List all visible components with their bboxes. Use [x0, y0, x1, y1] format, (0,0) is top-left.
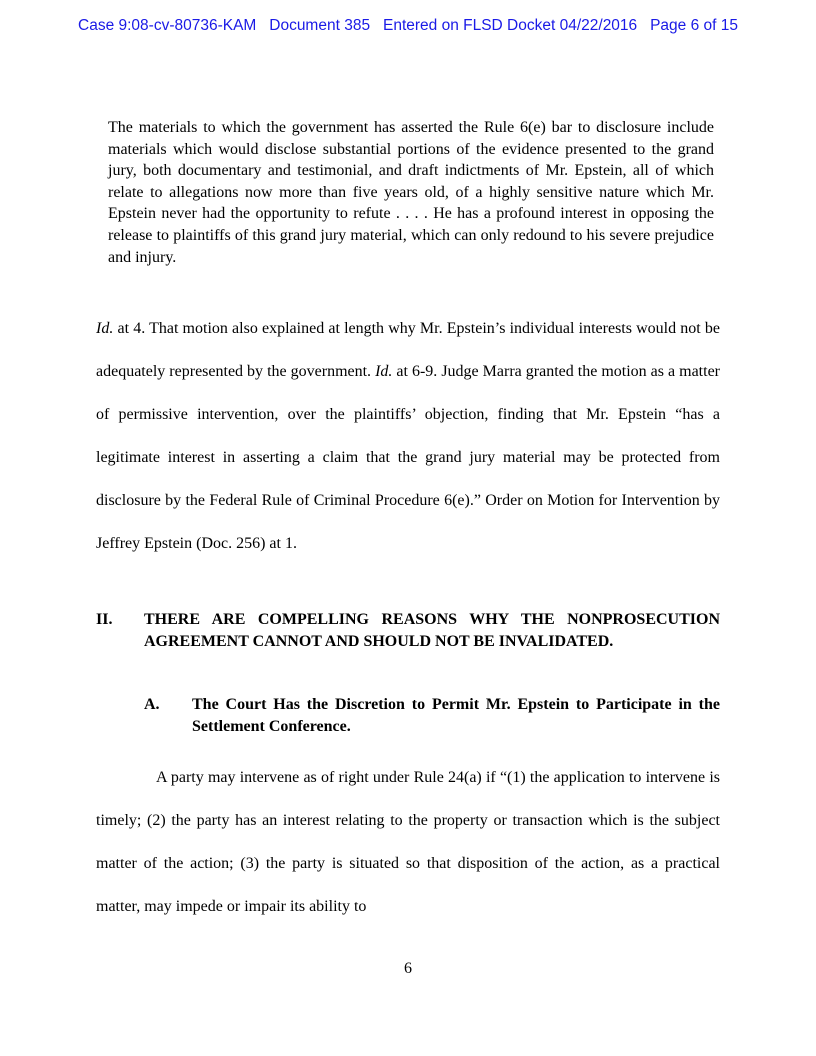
subsection-title: The Court Has the Discretion to Permit Mr. Epstein to Participate in the Settlement Conference.: [192, 696, 720, 735]
section-title: THERE ARE COMPELLING REASONS WHY THE NONPROSECUTION AGREEMENT CANNOT AND SHOULD NOT BE INVALIDATED.: [144, 611, 720, 650]
subsection-number: A.: [144, 696, 160, 713]
block-quote: The materials to which the government has asserted the Rule 6(e) bar to disclosure include materials which would disclose substantial portions of the evidence presented to the grand jury, both documentary and testimonial, and draft indictments of Mr. Epstein, all of which relate to allegations now more than five years old, of a highly sensitive nature which Mr. Epstein never had the opportunity to refute . . . . He has a profound interest in opposing the release to plaintiffs of this grand jury material, which can only redound to his severe prejudice and injury.: [108, 119, 714, 266]
paragraph-text: at 4. That motion also explained at length why Mr. Epstein’s individual interests would not be adequately represented by the government.: [96, 320, 720, 380]
docket-stamp: Case 9:08-cv-80736-KAM Document 385 Entered on FLSD Docket 04/22/2016 Page 6 of 15: [78, 17, 738, 34]
section-number: II.: [96, 611, 113, 628]
body-paragraph: [96, 307, 720, 565]
body-paragraph: A party may intervene as of right under Rule 24(a) if “(1) the application to intervene is timely; (2) the party has an interest relating to the property or transaction which is the subject matter of the action; (3) the party is situated so that disposition of the action, as a practical matter, may impede or impair its ability to: [96, 769, 720, 915]
citation-id: Id.: [375, 363, 393, 380]
paragraph-text: at 6-9. Judge Marra granted the motion as a matter of permissive intervention, over the plaintiffs’ objection, finding that Mr. Epstein “has a legitimate interest in asserting a claim that the grand jury material may be protected from disclosure by the Federal Rule of Criminal Procedure 6(e).” Order on Motion for Intervention by Jeffrey Epstein (Doc. 256) at 1.: [96, 363, 720, 552]
page-number: 6: [404, 960, 412, 977]
citation-id: Id.: [96, 320, 114, 337]
